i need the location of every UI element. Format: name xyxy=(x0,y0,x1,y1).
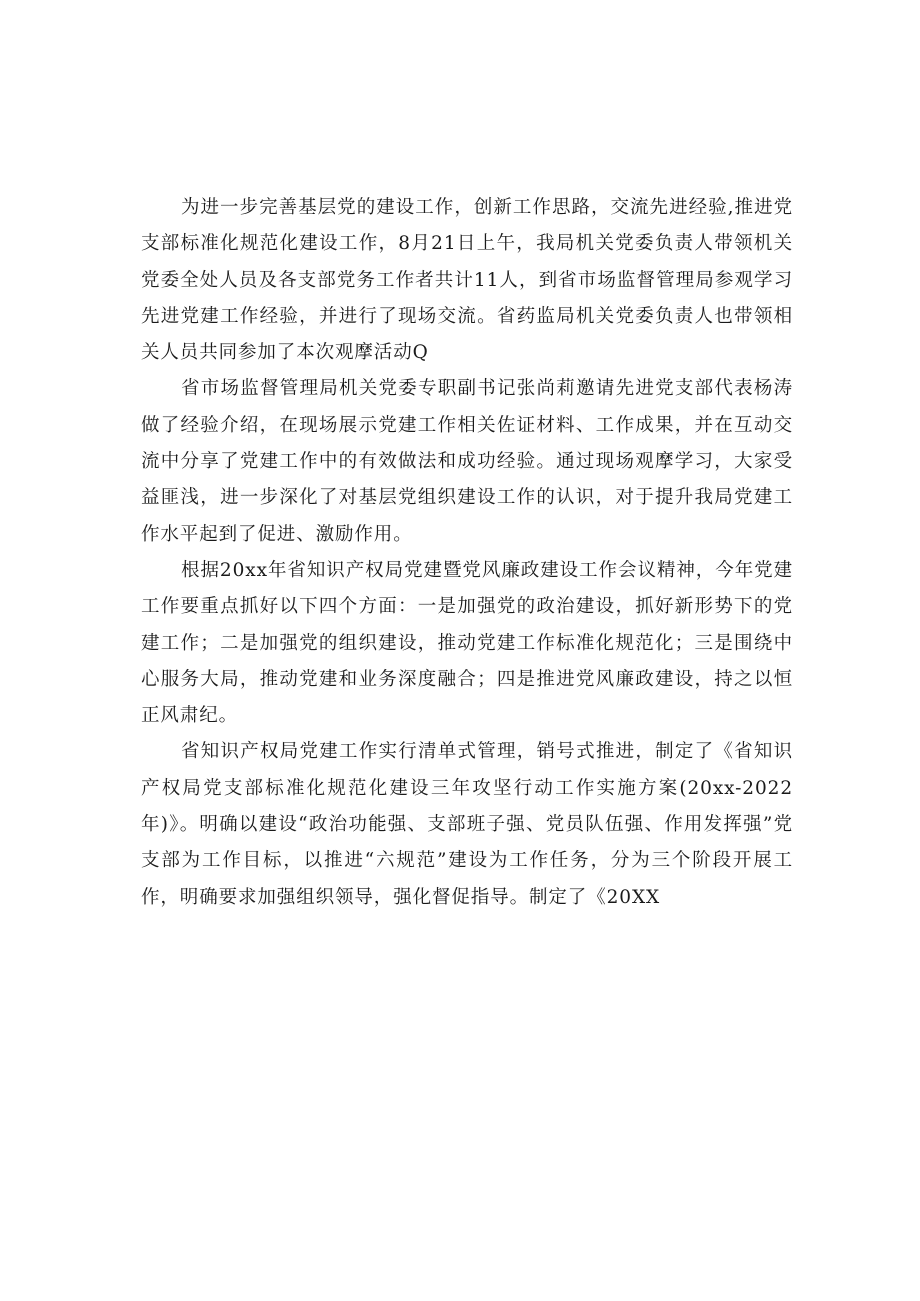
paragraph-four-aspects: 根据20xx年省知识产权局党建暨党风廉政建设工作会议精神，今年党建工作要重点抓好以下四个方面：一是加强党的政治建设，抓好新形势下的党建工作；二是加强党的组织建设，推动党建工作标准化规范化；三是围绕中心服务大局，推动党建和业务深度融合；四是推进党风廉政建设，持之以恒正风肃纪。 xyxy=(141,559,793,727)
paragraph-experience-sharing: 省市场监督管理局机关党委专职副书记张尚莉邀请先进党支部代表杨涛做了经验介绍，在现场展示党建工作相关佐证材料、工作成果，并在互动交流中分享了党建工作中的有效做法和成功经验。通过现场观摩学习，大家受益匪浅，进一步深化了对基层党组织建设工作的认识，对于提升我局党建工作水平起到了促进、激励作用。 xyxy=(141,378,793,545)
paragraph-observation-visit: 为进一步完善基层党的建设工作，创新工作思路，交流先进经验,推进党支部标准化规范化建设工作，8月21日上午，我局机关党委负责人带领机关党委全处人员及各支部党务工作者共计11人，到省市场监督管理局参观学习先进党建工作经验，并进行了现场交流。省药监局机关党委负责人也带领相关人员共同参加了本次观摩活动Q xyxy=(141,197,793,364)
paragraph-checklist-management: 省知识产权局党建工作实行清单式管理，销号式推进，制定了《省知识产权局党支部标准化规范化建设三年攻坚行动工作实施方案(20xx-2022年)》。明确以建设“政治功能强、支部班子强、党员队伍强、作用发挥强”党支部为工作目标，以推进“六规范”建设为工作任务，分为三个阶段开展工作，明确要求加强组织领导，强化督促指导。制定了《20XX xyxy=(141,741,793,908)
document-body xyxy=(141,190,793,916)
